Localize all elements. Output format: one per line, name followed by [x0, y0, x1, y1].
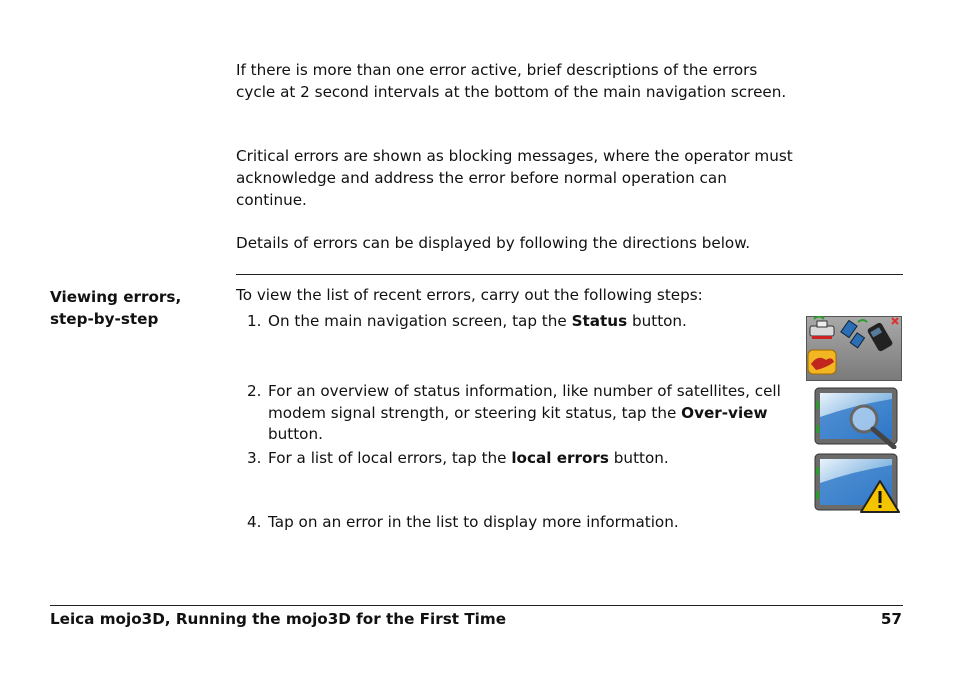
step-4-number: 4.: [247, 513, 262, 531]
step-1-text-end: button.: [627, 312, 687, 330]
footer-divider: [50, 605, 903, 606]
step-1-number: 1.: [247, 312, 262, 330]
section-label-line-2: step-by-step: [50, 310, 159, 328]
step-2-text: For an overview of status information, like number of satellites, cell modem signal strength, or steering kit status, tap the: [268, 382, 781, 422]
section-label-line-1: Viewing errors,: [50, 288, 182, 306]
section-divider: [236, 274, 903, 275]
page-number: 57: [880, 610, 902, 628]
overview-button-icon[interactable]: [814, 387, 900, 449]
intro-paragraph-3: Details of errors can be displayed by following the directions below.: [236, 234, 751, 252]
steps-lead: To view the list of recent errors, carry out the following steps:: [236, 286, 703, 304]
overview-button-name: Over-view: [681, 403, 768, 422]
intro-paragraph-2: Critical errors are shown as blocking messages, where the operator must acknowledge and address the error before normal operation can continue.: [236, 147, 793, 209]
status-button-name: Status: [571, 312, 628, 330]
step-1: [247, 311, 687, 333]
status-button-icon[interactable]: [806, 316, 902, 381]
step-1-text: On the main navigation screen, tap the: [268, 312, 572, 330]
footer-title: Leica mojo3D, Running the mojo3D for the First Time: [50, 610, 507, 628]
local-errors-button-name: local errors: [511, 449, 609, 467]
step-2-text-end: button.: [268, 425, 323, 443]
intro-paragraph-1: If there is more than one error active, brief descriptions of the errors cycle at 2 second intervals at the bottom of the main navigation screen.: [236, 61, 787, 101]
step-4-text: Tap on an error in the list to display more information.: [268, 513, 679, 531]
steering-kit-icon: [808, 350, 836, 374]
step-3: [247, 448, 669, 470]
step-3-text-end: button.: [608, 449, 669, 467]
step-3-number: 3.: [247, 449, 262, 467]
section-label: [50, 286, 181, 330]
step-4: [247, 512, 679, 534]
step-3-text: For a list of local errors, tap the: [268, 449, 512, 467]
step-2-number: 2.: [247, 382, 262, 400]
step-2: [247, 381, 783, 446]
local-errors-button-icon[interactable]: [814, 453, 900, 513]
